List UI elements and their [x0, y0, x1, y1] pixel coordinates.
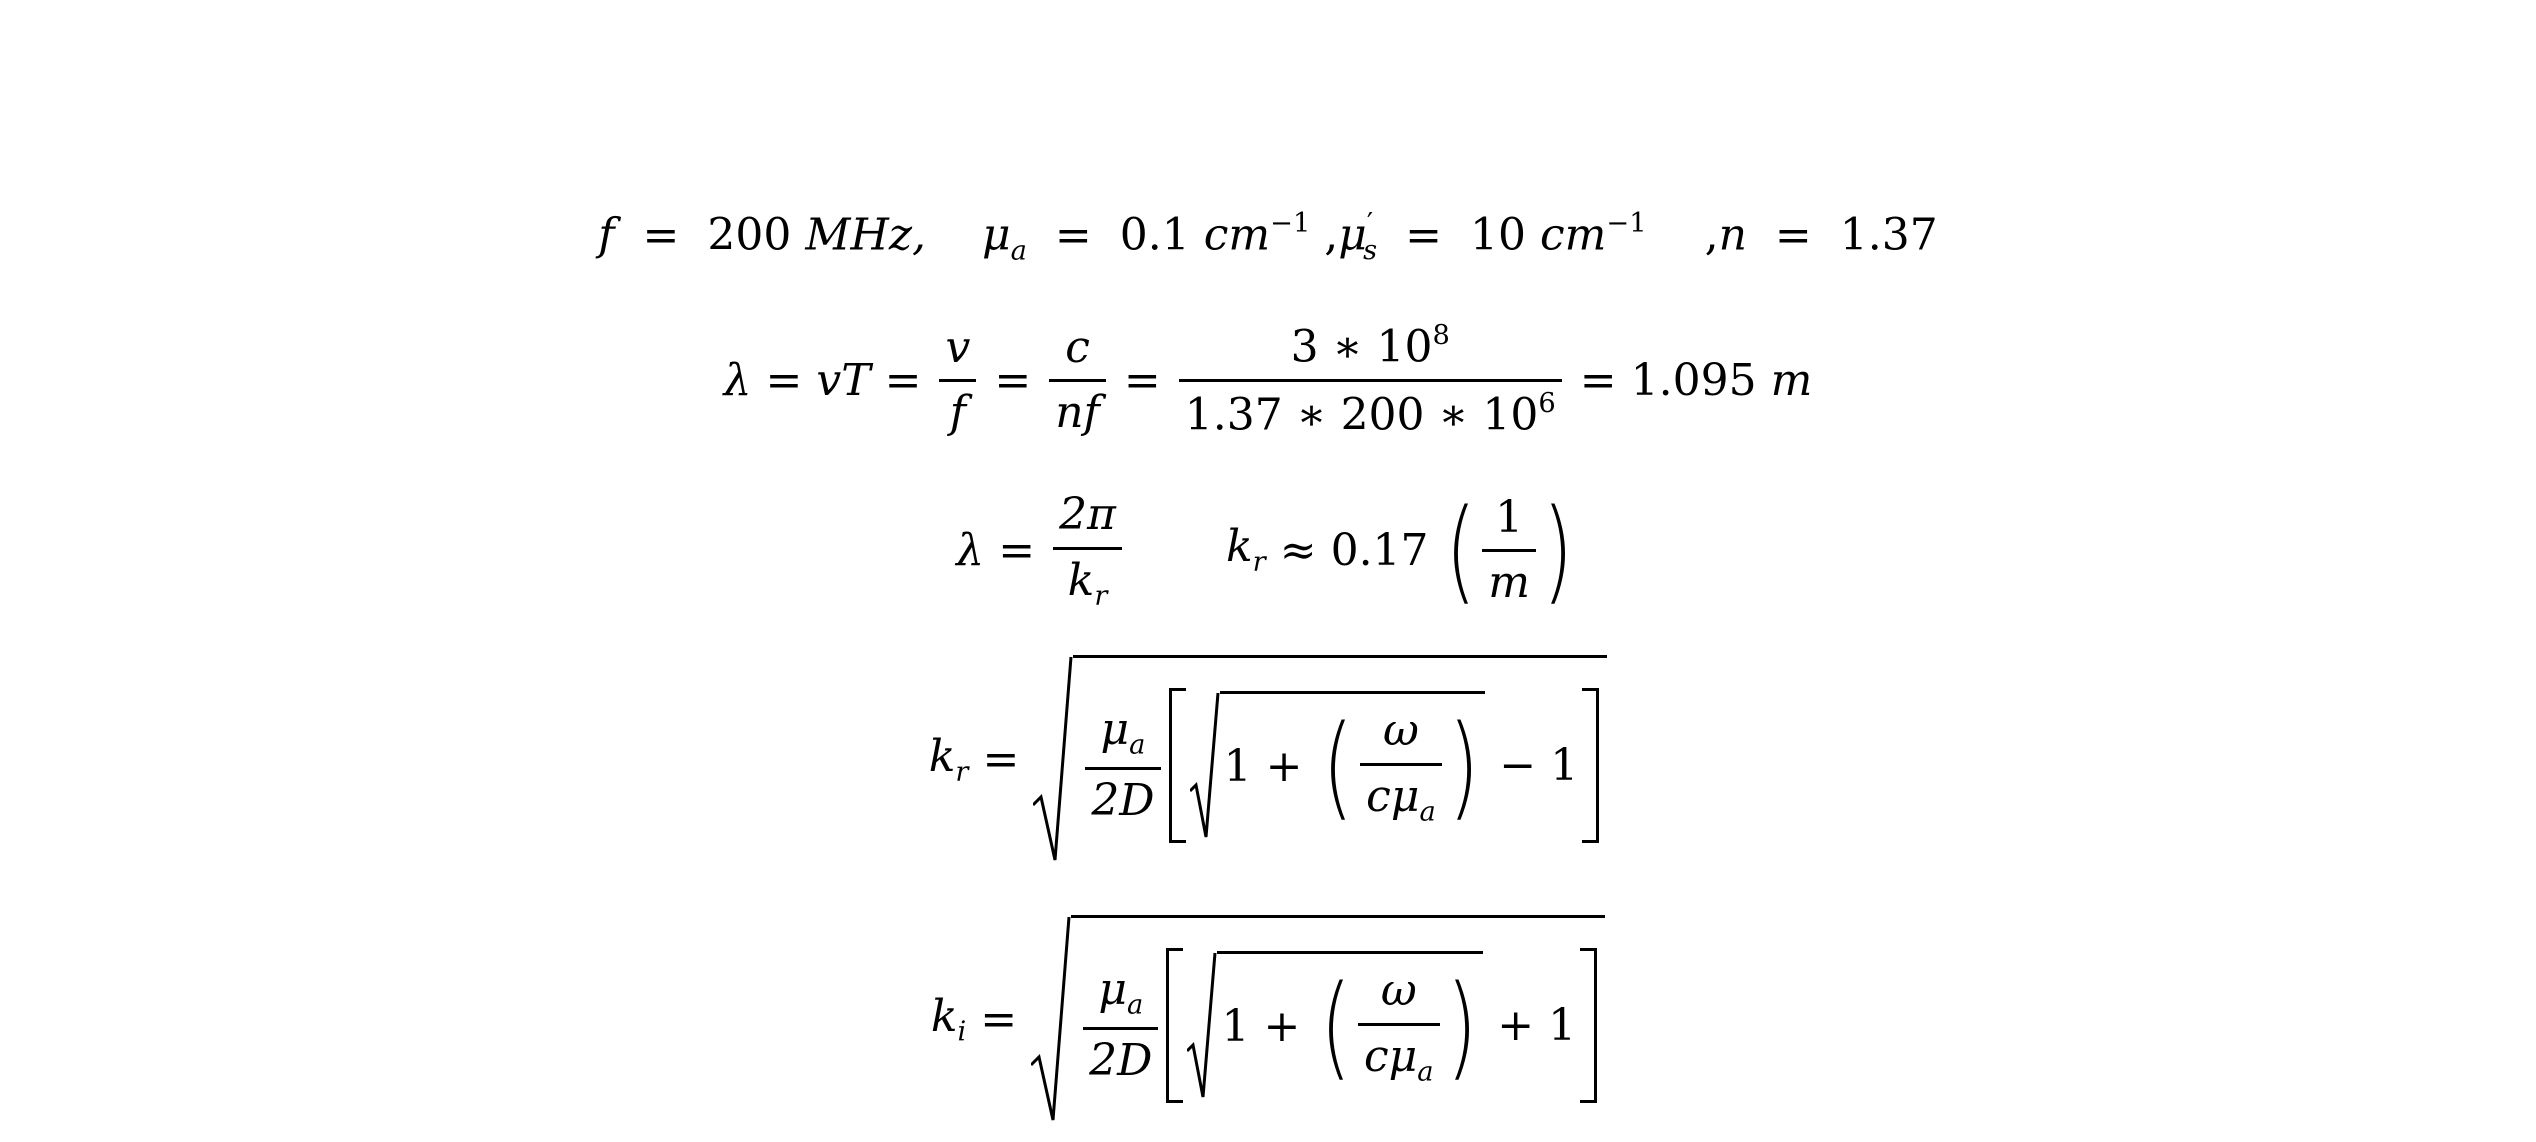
denominator: m — [1488, 557, 1530, 609]
equation-ki-formula — [0, 915, 2536, 1125]
left-bracket — [1169, 688, 1186, 843]
equals-sign: = — [982, 734, 1020, 785]
kr-symbol: $k_r$ — [1225, 521, 1266, 578]
exponent: −1 — [1606, 208, 1647, 239]
numerator: 3 ∗ $10^8$ — [1290, 320, 1450, 373]
left-bracket — [1166, 948, 1183, 1103]
fraction-omega-over-cmua — [1358, 966, 1440, 1088]
fraction-2pi-over-kr — [1053, 490, 1122, 612]
inner-square-root: 1 + ( $\frac{\omega}{c\mu_a}$ ) — [1190, 691, 1486, 841]
equals-sign: = — [980, 994, 1018, 1045]
approx-sign: ≈ — [1279, 524, 1317, 576]
inner-square-root: 1 + ( $\frac{\omega}{c\mu_a}$ ) — [1187, 951, 1483, 1101]
cm-unit: cm — [1539, 209, 1607, 261]
mu-subscript-s: s — [1363, 235, 1378, 267]
comma: , — [1704, 209, 1719, 261]
equation-kr — [0, 485, 2536, 616]
cm-unit: cm — [1203, 209, 1271, 261]
numerator: 2π — [1059, 489, 1116, 540]
equation-parameters — [0, 210, 2536, 265]
fraction-1-over-m — [1482, 493, 1536, 609]
equals-sign: = — [1054, 209, 1092, 261]
numerator: c — [1065, 321, 1090, 373]
denominator: $c\mu_a$ — [1364, 1030, 1434, 1088]
numerator: 1 — [1495, 491, 1524, 543]
ki-symbol: $k_i$ — [930, 990, 967, 1048]
mu-symbol: μ — [1338, 209, 1367, 261]
equation-kr-formula — [0, 655, 2536, 865]
wavelength-result: 1.095 — [1630, 354, 1757, 406]
frequency-unit: MHz, — [805, 209, 926, 261]
fraction-c-over-nf — [1049, 323, 1106, 439]
exponent: −1 — [1270, 208, 1311, 239]
denominator: $c\mu_a$ — [1366, 770, 1436, 828]
comma: , — [1324, 209, 1339, 261]
equals-sign: = — [884, 354, 922, 406]
numerator: ω — [1380, 965, 1417, 1017]
denominator: 2D — [1091, 774, 1155, 826]
outer-square-root: $\frac{\mu_a}{2D}$ 1 + ( $\frac{\omega}{c\mu_a}$ ) + 1 — [1031, 915, 1605, 1125]
numerator: v — [945, 321, 971, 373]
equals-sign: = — [994, 354, 1032, 406]
numerator: ω — [1382, 705, 1419, 757]
fraction-mua-over-2D — [1085, 705, 1160, 827]
kr-value: 0.17 — [1330, 524, 1429, 576]
fraction-numeric — [1179, 320, 1562, 442]
fraction-mua-over-2D — [1083, 965, 1158, 1087]
equals-sign: = — [1774, 209, 1812, 261]
fraction-omega-over-cmua — [1360, 706, 1442, 828]
denominator: 1.37 ∗ 200 ∗ $10^6$ — [1184, 388, 1556, 442]
left-paren: ( — [1445, 485, 1476, 616]
right-paren: ) — [1542, 485, 1574, 616]
meter-unit: m — [1770, 354, 1813, 406]
prime: ′ — [1366, 208, 1374, 239]
mu-subscript-a: a — [1010, 235, 1027, 267]
denominator: nf — [1055, 387, 1100, 439]
right-bracket — [1580, 948, 1597, 1103]
n-symbol: n — [1718, 209, 1747, 261]
kr-symbol: $k_r$ — [928, 730, 969, 788]
equation-wavelength — [0, 320, 2536, 442]
f-symbol: f — [598, 209, 615, 261]
right-bracket — [1582, 688, 1599, 843]
equals-sign: = — [1579, 354, 1617, 406]
equals-sign: = — [765, 354, 803, 406]
outer-square-root: $\frac{\mu_a}{2D}$ 1 + ( $\frac{\omega}{c\mu_a}$ ) − 1 — [1033, 655, 1607, 865]
numerator: $\mu_a$ — [1098, 963, 1144, 1021]
mua-value: 0.1 — [1119, 209, 1190, 261]
lambda-symbol: λ — [956, 524, 985, 576]
equals-sign: = — [642, 209, 680, 261]
mus-value: 10 — [1469, 209, 1526, 261]
denominator: 2D — [1089, 1034, 1153, 1086]
vT-term: vT — [816, 354, 871, 406]
denominator: $k_r$ — [1067, 554, 1108, 612]
lambda-symbol: λ — [723, 354, 752, 406]
mu-symbol: μ — [981, 209, 1011, 261]
n-value: 1.37 — [1839, 209, 1938, 261]
frequency-value: 200 — [707, 209, 792, 261]
equals-sign: = — [998, 524, 1036, 576]
equals-sign: = — [1405, 209, 1442, 261]
numerator: $\mu_a$ — [1100, 703, 1146, 761]
denominator: f — [949, 387, 967, 439]
fraction-v-over-f — [939, 323, 976, 439]
equals-sign: = — [1123, 354, 1161, 406]
